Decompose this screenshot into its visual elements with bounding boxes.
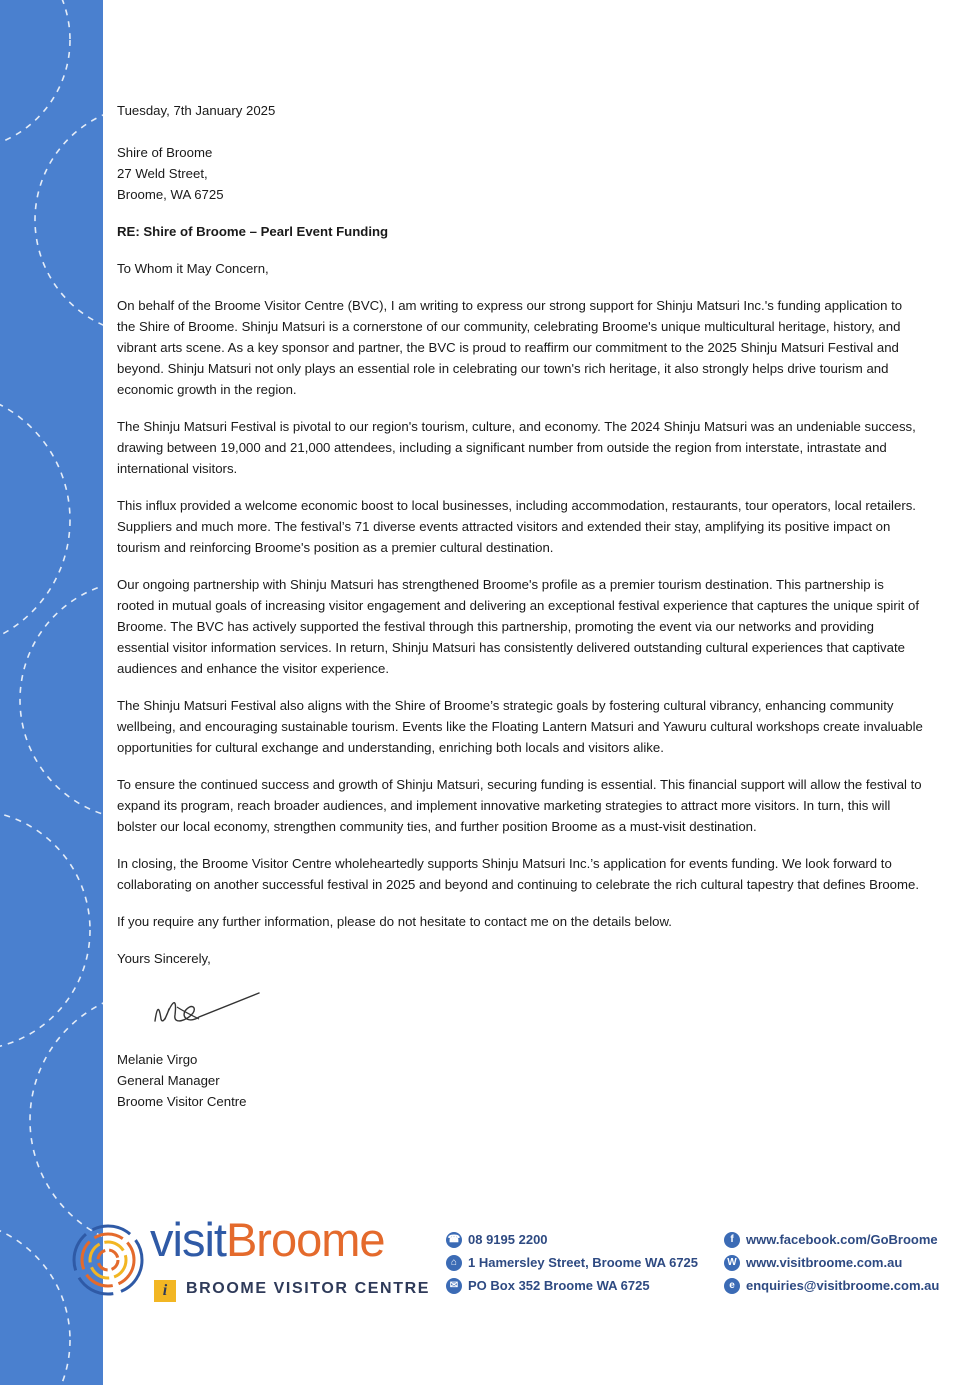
body-paragraph: To ensure the continued success and growth of Shinju Matsuri, securing funding is essential. This financial support will allow the festival to expand its program, reach broader audiences, and implement innovative marketing strategies to attract more visitors. In turn, this will bolster our local economy, strengthen community ties, and further position Broome as a must-visit destination. (117, 777, 922, 834)
logo-wordmark (150, 1212, 385, 1268)
recipient-line: Broome, WA 6725 (117, 187, 224, 202)
phone-text: 08 9195 2200 (468, 1232, 548, 1247)
website-link[interactable]: www.visitbroome.com.au (746, 1255, 903, 1270)
letter-date: Tuesday, 7th January 2025 (117, 103, 276, 118)
body-paragraph: This influx provided a welcome economic boost to local businesses, including accommodation, restaurants, tour operators, local retailers. Suppliers and much more. The festival’s 71 diverse events attracted visitors and extended their stay, amplifying its positive impact on tourism and reinforcing Broome's position as a premier cultural destination. (117, 498, 916, 555)
letterhead-footer (0, 1200, 979, 1320)
body-paragraph: In closing, the Broome Visitor Centre wholeheartedly supports Shinju Matsuri Inc.’s application for events funding. We look forward to collaborating on another successful festival in 2025 and beyond and continuing to celebrate the rich cultural tapestry that defines Broome. (117, 856, 920, 892)
signature-image (147, 985, 267, 1029)
contact-website[interactable] (724, 1251, 939, 1274)
signatory-title: General Manager (117, 1073, 220, 1088)
body-paragraph: If you require any further information, please do not hesitate to contact me on the details below. (117, 914, 672, 929)
contact-column-right (724, 1228, 939, 1297)
subject-line: RE: Shire of Broome – Pearl Event Funding (117, 224, 389, 239)
email-icon: e (724, 1278, 740, 1294)
body-paragraph: Our ongoing partnership with Shinju Matsuri has strengthened Broome's profile as a premier tourism destination. This partnership is rooted in mutual goals of increasing visitor engagement and delivering an exceptional festival experience that captures the unique spirit of Broome. The BVC has actively supported the festival through this partnership, promoting the event via our networks and providing essential visitor information services. In return, Shinju Matsuri has consistently delivered outstanding cultural experiences that captivate audiences and enhance the visitor experience. (117, 577, 919, 676)
email-link[interactable]: enquiries@visitbroome.com.au (746, 1278, 940, 1293)
signatory-organisation: Broome Visitor Centre (117, 1094, 247, 1109)
recipient-address (117, 142, 923, 205)
salutation: To Whom it May Concern, (117, 261, 269, 276)
contact-email[interactable] (724, 1274, 939, 1297)
body-paragraph: On behalf of the Broome Visitor Centre (BVC), I am writing to express our strong support for Shinju Matsuri Inc.'s funding application to the Shire of Broome. Shinju Matsuri is a cornerstone of our community, celebrating Broome's unique multicultural heritage, history, and vibrant arts scene. As a key sponsor and partner, the BVC is proud to reaffirm our commitment to the 2025 Shinju Matsuri Festival and beyond. Shinju Matsuri not only plays an essential role in celebrating our town's rich heritage, it also strongly helps drive tourism and economic growth in the region. (117, 298, 903, 397)
signatory-block (117, 1049, 923, 1112)
recipient-line: Shire of Broome (117, 145, 213, 160)
info-icon: i (154, 1280, 176, 1302)
logo-visit-text: visit (150, 1213, 226, 1266)
logo-broome-text: Broome (225, 1213, 385, 1266)
signatory-name: Melanie Virgo (117, 1052, 198, 1067)
contact-phone (446, 1228, 698, 1251)
logo-subtitle: BROOME VISITOR CENTRE (186, 1280, 430, 1297)
mail-icon: ✉ (446, 1278, 462, 1294)
phone-icon: ☎ (446, 1232, 462, 1248)
facebook-link[interactable]: www.facebook.com/GoBroome (746, 1232, 938, 1247)
body-paragraph: The Shinju Matsuri Festival is pivotal to our region's tourism, culture, and economy. The 2024 Shinju Matsuri was an undeniable success, drawing between 19,000 and 21,000 attendees, including a significant number from outside the region from interstate, intrastate and international visitors. (117, 419, 916, 476)
home-icon: ⌂ (446, 1255, 462, 1271)
facebook-icon: f (724, 1232, 740, 1248)
po-box-text: PO Box 352 Broome WA 6725 (468, 1278, 650, 1293)
street-text: 1 Hamersley Street, Broome WA 6725 (468, 1255, 699, 1270)
contact-facebook[interactable] (724, 1228, 939, 1251)
letter-body (117, 100, 923, 1128)
web-icon: W (724, 1255, 740, 1271)
sun-swirl-logo-icon (68, 1220, 148, 1300)
contact-po-box (446, 1274, 698, 1297)
closing: Yours Sincerely, (117, 951, 211, 966)
recipient-line: 27 Weld Street, (117, 166, 208, 181)
body-paragraph: The Shinju Matsuri Festival also aligns with the Shire of Broome’s strategic goals by fostering cultural vibrancy, enhancing community wellbeing, and encouraging sustainable tourism. Events like the Floating Lantern Matsuri and Yawuru cultural workshops create invaluable opportunities for cultural exchange and understanding, enriching both locals and visitors alike. (117, 698, 923, 755)
decorative-sidebar (0, 0, 103, 1385)
contact-column-left (446, 1228, 698, 1297)
contact-street (446, 1251, 698, 1274)
visit-broome-logo (68, 1212, 448, 1307)
